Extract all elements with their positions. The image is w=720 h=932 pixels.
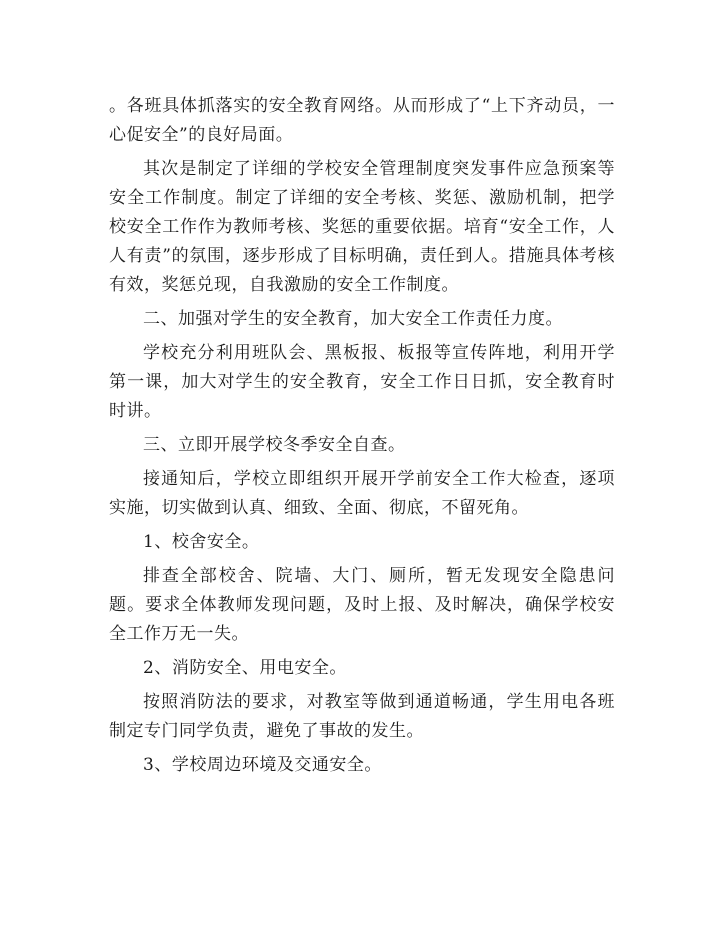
paragraph-continuation: 。各班具体抓落实的安全教育网络。从而形成了“上下齐动员，一心促安全”的良好局面。 bbox=[109, 96, 615, 145]
paragraph-inspection: 接通知后，学校立即组织开展开学前安全工作大检查，逐项实施，切实做到认真、细致、全面、彻底，不留死角。 bbox=[109, 469, 615, 518]
heading-section-2: 二、加强对学生的安全教育，加大安全工作责任力度。 bbox=[143, 309, 563, 329]
heading-item-3: 3、学校周边环境及交通安全。 bbox=[143, 755, 382, 775]
heading-item-2: 2、消防安全、用电安全。 bbox=[143, 658, 347, 678]
paragraph-safety-system: 其次是制定了详细的学校安全管理制度突发事件应急预案等安全工作制度。制定了详细的安全考核、奖惩、激励机制，把学校安全工作作为教师考核、奖惩的重要依据。培育“安全工作，人人有责”的氛围，逐步形成了目标明确，责任到人。措施具体考核有效，奖惩兑现，自我激励的安全工作制度。 bbox=[109, 159, 615, 295]
heading-item-1: 1、校舍安全。 bbox=[143, 532, 260, 552]
heading-section-3: 三、立即开展学校冬季安全自查。 bbox=[143, 435, 406, 455]
document-body bbox=[109, 92, 615, 785]
paragraph-student-education: 学校充分利用班队会、黑板报、板报等宣传阵地，利用开学第一课，加大对学生的安全教育，安全工作日日抓，安全教育时时讲。 bbox=[109, 343, 615, 421]
paragraph-building-safety: 排查全部校舍、院墙、大门、厕所，暂无发现安全隐患问题。要求全体教师发现问题，及时上报、及时解决，确保学校安全工作万无一失。 bbox=[109, 566, 615, 644]
paragraph-fire-electric-safety: 按照消防法的要求，对教室等做到通道畅通，学生用电各班制定专门同学负责，避免了事故的发生。 bbox=[109, 692, 615, 741]
